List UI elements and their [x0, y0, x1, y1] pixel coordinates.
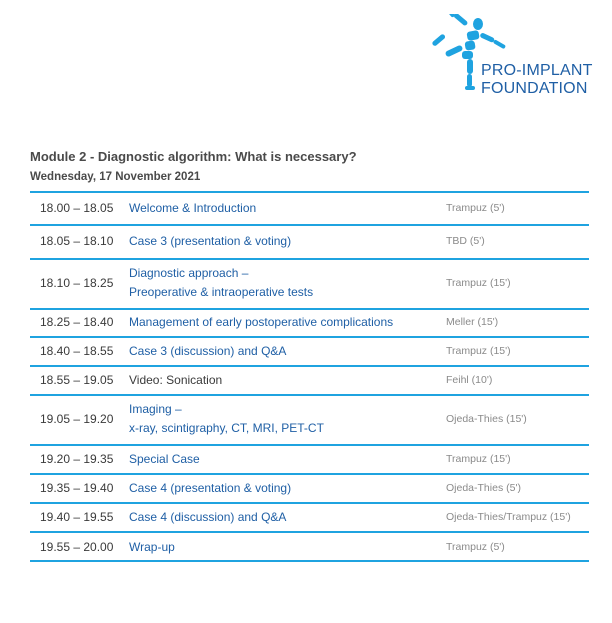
session-speaker: Trampuz (15'): [446, 277, 511, 289]
schedule-row: [30, 308, 589, 336]
session-speaker: Meller (15'): [446, 316, 499, 328]
session-title: [129, 479, 291, 498]
foundation-logo: [425, 14, 595, 104]
session-title: [129, 371, 222, 390]
session-time: 19.05 – 19.20: [40, 412, 114, 426]
schedule-row: [30, 473, 589, 502]
session-speaker: Trampuz (5'): [446, 541, 505, 553]
session-title-line: Diagnostic approach –: [129, 266, 249, 280]
session-time: 18.40 – 18.55: [40, 344, 114, 358]
schedule-row: [30, 336, 589, 365]
session-title-line: Wrap-up: [129, 540, 175, 554]
schedule-row: [30, 394, 589, 444]
schedule-row: [30, 224, 589, 258]
session-title-line: Case 4 (discussion) and Q&A: [129, 510, 287, 524]
logo-wordmark: [481, 62, 593, 98]
schedule-table: [30, 191, 589, 562]
session-time: 18.00 – 18.05: [40, 201, 114, 215]
session-title-line: Case 3 (presentation & voting): [129, 234, 292, 248]
session-title: [129, 313, 393, 332]
session-time: 18.10 – 18.25: [40, 276, 114, 290]
session-title: [129, 450, 200, 469]
session-time: 18.05 – 18.10: [40, 234, 114, 248]
event-date: Wednesday, 17 November 2021: [30, 171, 201, 183]
session-time: 18.55 – 19.05: [40, 373, 114, 387]
session-title-line: Preoperative & intraoperative tests: [129, 285, 314, 299]
session-speaker: Feihl (10'): [446, 374, 493, 386]
session-title-line: Management of early postoperative complications: [129, 315, 394, 329]
schedule-row: [30, 531, 589, 562]
session-speaker: Ojeda-Thies (15'): [446, 413, 527, 425]
session-time: 18.25 – 18.40: [40, 315, 114, 329]
session-title: [129, 342, 286, 361]
logo-line1: PRO-IMPLANT: [481, 62, 593, 79]
session-title-line: Case 3 (discussion) and Q&A: [129, 344, 287, 358]
session-title: [129, 538, 175, 557]
session-title: [129, 400, 324, 438]
session-speaker: Ojeda-Thies (5'): [446, 482, 521, 494]
module-title: Module 2 - Diagnostic algorithm: What is necessary?: [30, 149, 357, 164]
schedule-row: [30, 444, 589, 473]
session-title-line: Case 4 (presentation & voting): [129, 481, 292, 495]
session-title: [129, 508, 286, 527]
logo-line2: FOUNDATION: [481, 80, 588, 97]
session-speaker: Trampuz (5'): [446, 202, 505, 214]
session-speaker: Ojeda-Thies/Trampuz (15'): [446, 511, 571, 523]
session-time: 19.55 – 20.00: [40, 540, 114, 554]
session-title: [129, 232, 291, 251]
session-title: [129, 199, 256, 218]
session-time: 19.35 – 19.40: [40, 481, 114, 495]
schedule-row: [30, 502, 589, 531]
session-title-line: Welcome & Introduction: [129, 201, 257, 215]
session-time: 19.40 – 19.55: [40, 510, 114, 524]
session-title: [129, 264, 313, 302]
session-title-line: Special Case: [129, 452, 200, 466]
session-title-line: Imaging –: [129, 402, 182, 416]
session-title-line: Video: Sonication: [129, 373, 223, 387]
session-time: 19.20 – 19.35: [40, 452, 114, 466]
schedule-row: [30, 191, 589, 224]
session-speaker: Trampuz (15'): [446, 453, 511, 465]
session-title-line: x-ray, scintigraphy, CT, MRI, PET-CT: [129, 421, 324, 435]
schedule-row: [30, 258, 589, 308]
session-speaker: Trampuz (15'): [446, 345, 511, 357]
schedule-row: [30, 365, 589, 394]
session-speaker: TBD (5'): [446, 235, 485, 247]
